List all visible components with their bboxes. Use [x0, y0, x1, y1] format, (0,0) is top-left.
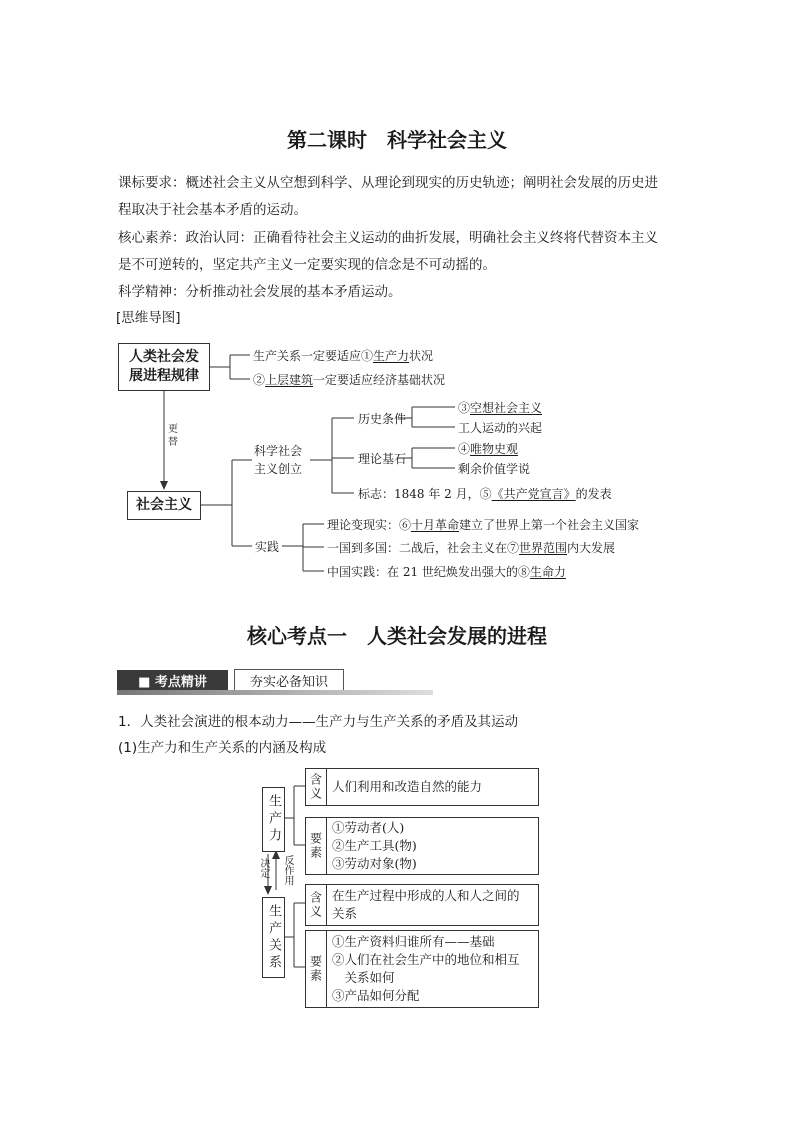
- box-productivity: 生产力: [262, 787, 285, 852]
- rel-element-1: ①生产资料归谁所有——基础: [332, 934, 495, 949]
- answer-7: 世界范围: [519, 541, 568, 555]
- curriculum-requirement-line1: 课标要求：概述社会主义从空想到科学、从理论到现实的历史轨迹；阐明社会发展的历史进: [118, 175, 658, 191]
- node-scientific-socialism-founded: 科学社会 主义创立: [254, 444, 303, 476]
- node-milestone: 标志：1848 年 2 月，⑤《共产党宣言》的发表: [358, 487, 612, 501]
- point-1-subheading: (1)生产力和生产关系的内涵及构成: [118, 740, 327, 756]
- root-node-socialism: 社会主义: [127, 491, 201, 520]
- branch-productivity-law: 生产关系一定要适应①生产力状况: [253, 349, 434, 363]
- arrow-label-replace: 更 替: [168, 424, 178, 448]
- prod-meaning-text: 人们利用和改造自然的能力: [332, 779, 483, 794]
- answer-5: 《共产党宣言》: [491, 487, 576, 501]
- core-literacy-line2: 是不可逆转的，坚定共产主义一定要实现的信念是不可动摇的。: [118, 257, 496, 273]
- leaf-utopian-socialism: ③空想社会主义: [458, 401, 543, 415]
- rel-elements-box: [305, 930, 539, 1008]
- leaf-one-to-many: 一国到多国：二战后，社会主义在⑦世界范围内大发展: [327, 541, 616, 555]
- answer-8: 生命力: [529, 565, 566, 579]
- section-title: 核心考点一 人类社会发展的进程: [247, 624, 547, 648]
- leaf-historical-materialism: ④唯物史观: [458, 442, 519, 456]
- leaf-surplus-value: 剩余价值学说: [458, 462, 531, 476]
- lesson-title: 第二课时 科学社会主义: [287, 128, 507, 152]
- rel-meaning-box: [305, 884, 539, 926]
- curriculum-requirement-line2: 程取决于社会基本矛盾的运动。: [118, 202, 307, 218]
- leaf-theory-to-reality: 理论变现实：⑥十月革命建立了世界上第一个社会主义国家: [327, 518, 640, 532]
- answer-4: 唯物史观: [470, 442, 519, 456]
- rel-element-3: ③产品如何分配: [332, 988, 420, 1003]
- rel-element-2: ②人们在社会生产中的地位和相互: [332, 952, 520, 967]
- root1-line1: 人类社会发: [129, 349, 199, 365]
- prod-element-1: ①劳动者(人): [332, 820, 405, 835]
- answer-2: 上层建筑: [265, 373, 314, 387]
- prod-element-3: ③劳动对象(物): [332, 856, 417, 871]
- answer-3: 空想社会主义: [470, 401, 543, 415]
- rel-meaning-label: 含义: [306, 885, 327, 925]
- mindmap-heading: [思维导图]: [116, 310, 181, 326]
- label-decides: 决定: [258, 858, 269, 878]
- rel-element-2-cont: 关系如何: [332, 970, 395, 985]
- point-1-heading: 1．人类社会演进的根本动力——生产力与生产关系的矛盾及其运动: [118, 714, 519, 730]
- scientific-spirit: 科学精神：分析推动社会发展的基本矛盾运动。: [118, 284, 402, 300]
- branch-superstructure-law: ②上层建筑一定要适应经济基础状况: [253, 373, 446, 387]
- rel-elements-label: 要素: [306, 931, 327, 1007]
- answer-6: 十月革命: [411, 518, 460, 532]
- label-reacts: 反作用: [282, 855, 293, 885]
- prod-meaning-label: 含义: [306, 769, 327, 805]
- node-practice: 实践: [255, 540, 280, 554]
- banner-key-points: ■ 考点精讲: [117, 670, 228, 690]
- box-relations-of-production: 生产关系: [262, 897, 285, 978]
- leaf-workers-movement: 工人运动的兴起: [458, 421, 543, 435]
- prod-elements-label: 要素: [306, 818, 327, 874]
- prod-element-2: ②生产工具(物): [332, 838, 417, 853]
- node-theoretical-foundation: 理论基石: [358, 452, 407, 466]
- answer-1: 生产力: [373, 349, 410, 363]
- core-literacy-line1: 核心素养：政治认同：正确看待社会主义运动的曲折发展，明确社会主义终将代替资本主义: [118, 230, 658, 246]
- rel-meaning-text-2: 关系: [332, 906, 358, 921]
- banner-essential-knowledge: 夯实必备知识: [234, 669, 344, 691]
- prod-elements-box: [305, 817, 539, 875]
- rel-meaning-text-1: 在生产过程中形成的人和人之间的: [332, 888, 520, 903]
- root1-line2: 展进程规律: [129, 368, 199, 384]
- prod-meaning-box: [305, 768, 539, 806]
- node-historical-conditions: 历史条件: [358, 412, 407, 426]
- leaf-china-practice: 中国实践：在 21 世纪焕发出强大的⑧生命力: [327, 565, 566, 579]
